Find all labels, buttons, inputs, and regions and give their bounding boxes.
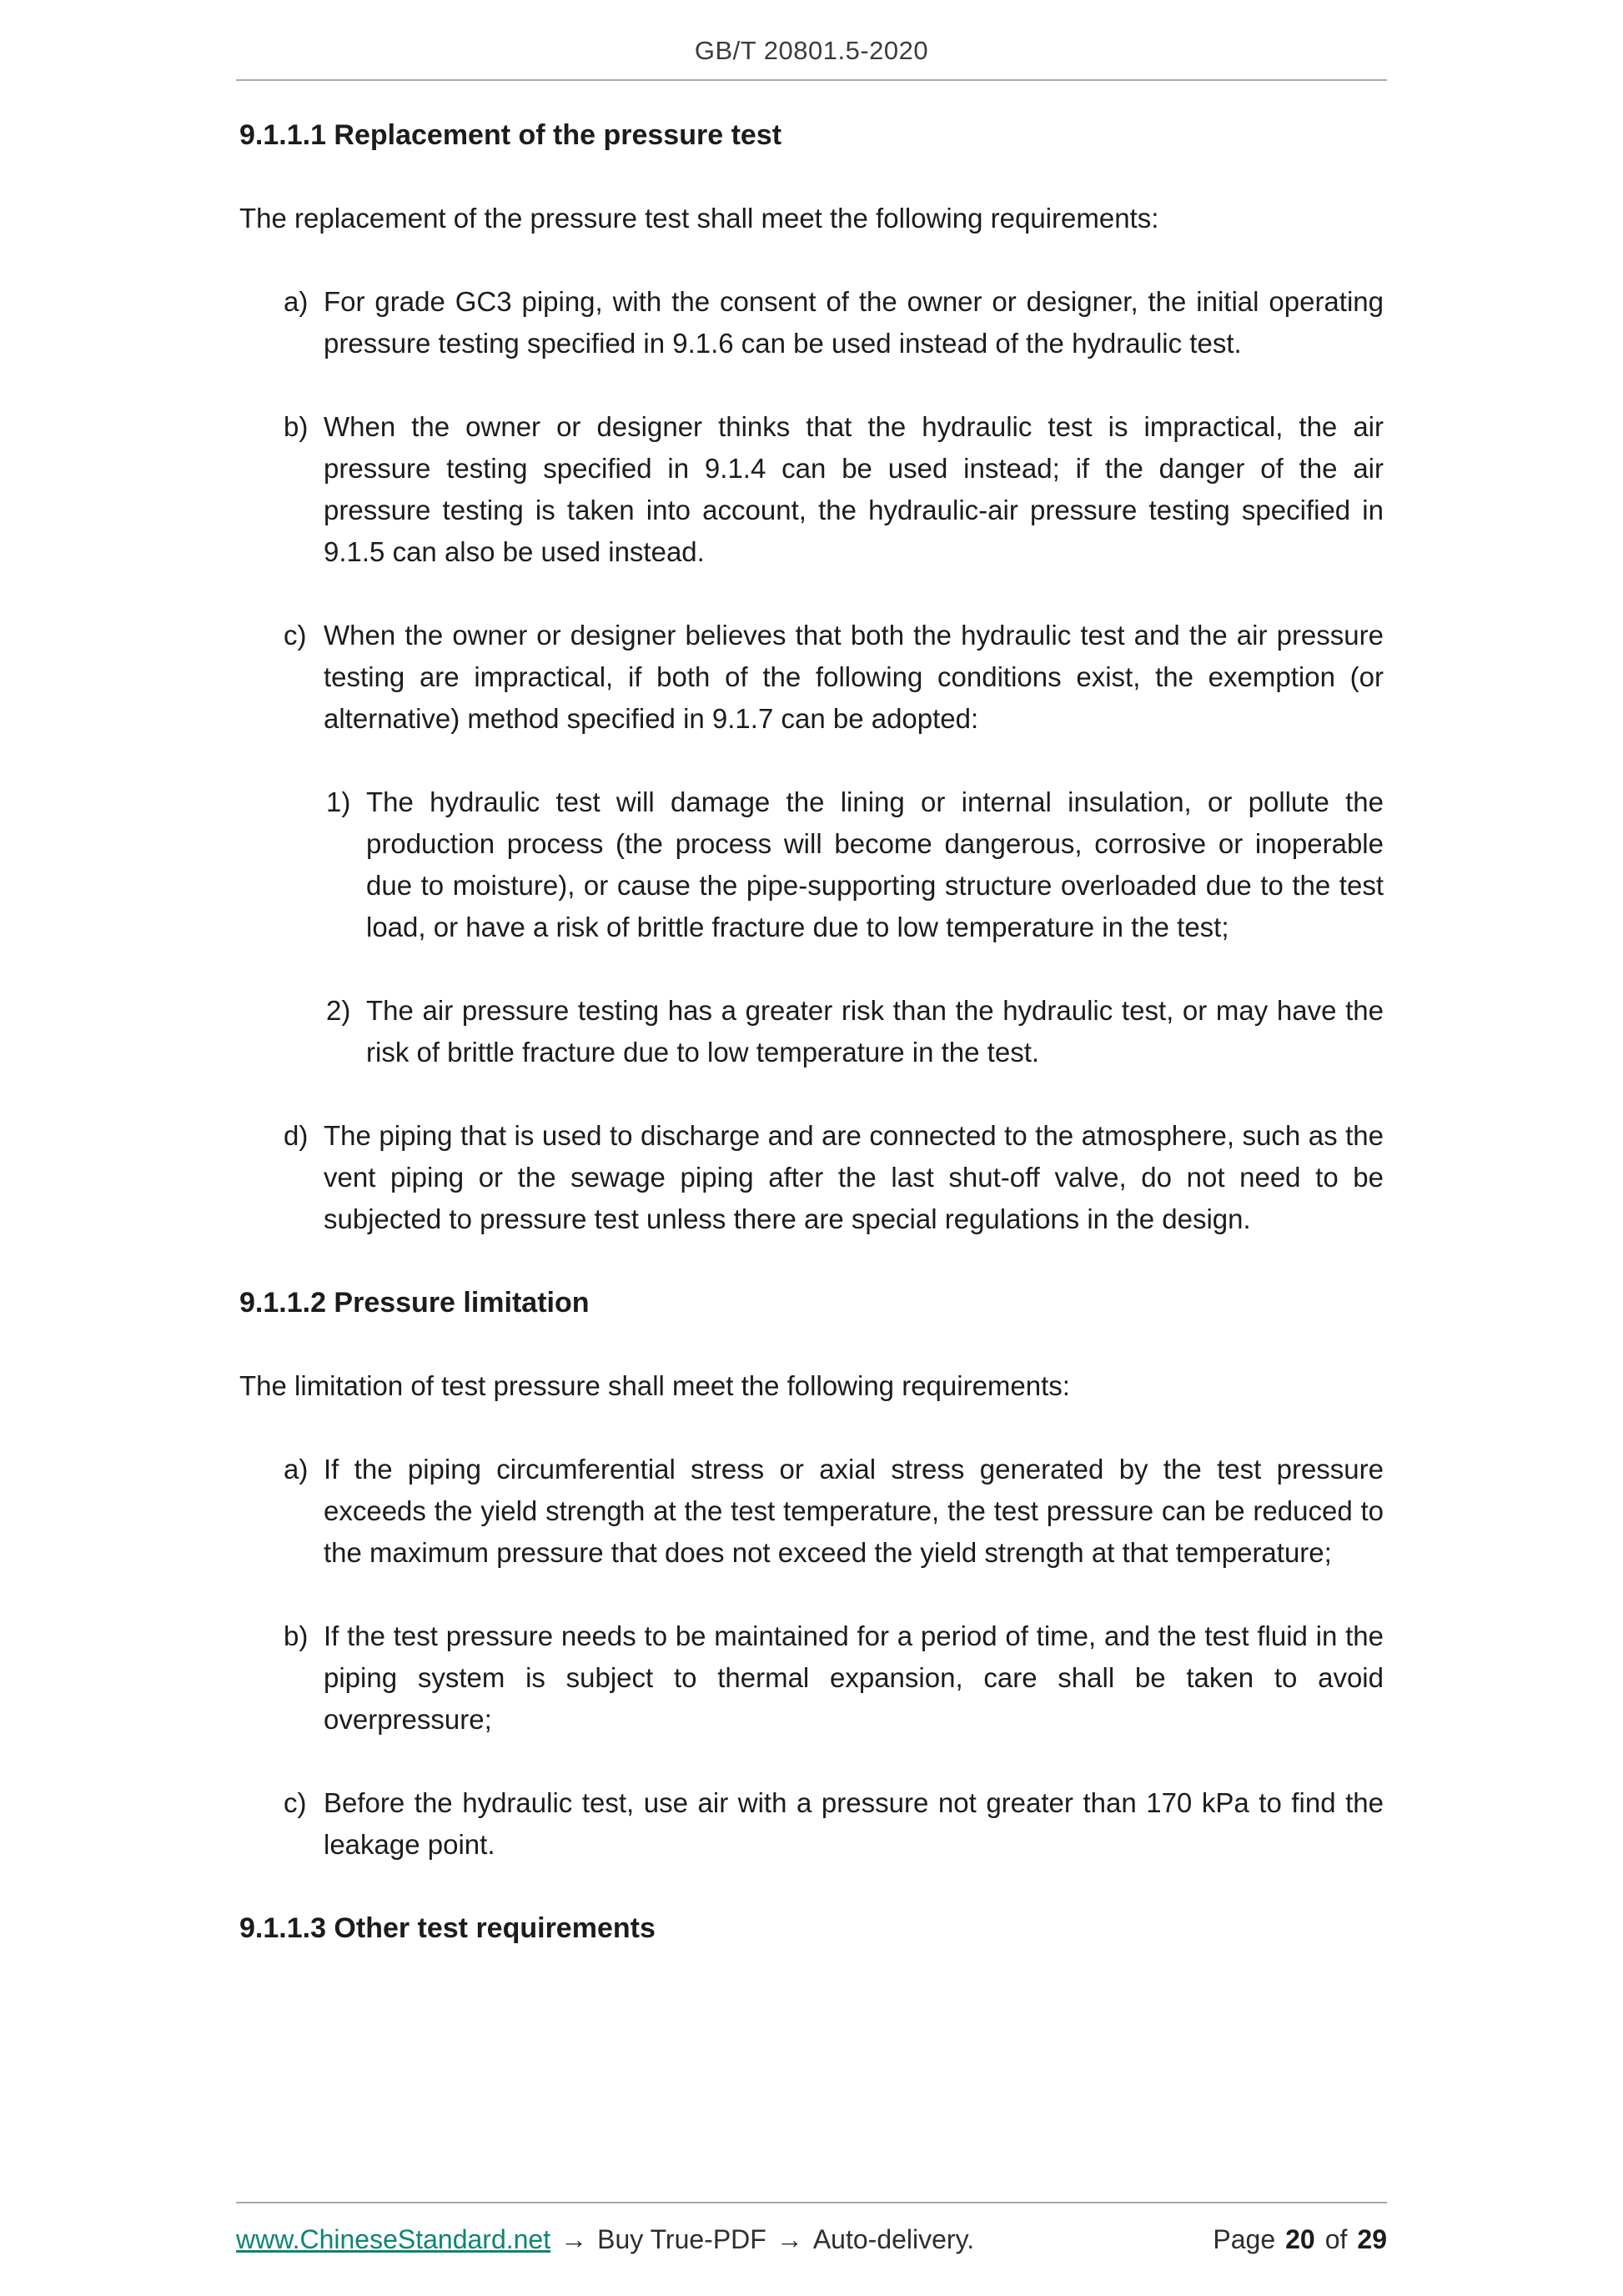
list2-item-c — [284, 1782, 1384, 1866]
list2-item-a — [284, 1449, 1384, 1574]
heading-9-1-1-1: 9.1.1.1 Replacement of the pressure test — [239, 119, 782, 151]
page-indicator — [1213, 2223, 1387, 2255]
arrow-right-icon: → — [560, 2224, 588, 2254]
page-current: 20 — [1285, 2224, 1315, 2254]
page-body — [0, 81, 1623, 1949]
page-footer — [236, 2202, 1387, 2296]
list-item-text: When the owner or designer thinks that the hydraulic test is impractical, the air pressure testing specified in 9.1.4 can be used instead; if the danger of the air pressure testing is taken into account, the hydraulic-air pressure testing specified in 9.1.5 can also be used instead. — [324, 411, 1384, 567]
list-item-label: c) — [284, 620, 307, 651]
list2-item-b — [284, 1615, 1384, 1741]
arrow-right-icon: → — [776, 2224, 803, 2254]
sublist-item-2 — [326, 990, 1384, 1073]
intro-paragraph-1: The replacement of the pressure test shall meet the following requirements: — [239, 203, 1159, 234]
document-code: GB/T 20801.5-2020 — [694, 36, 929, 65]
page-total: 29 — [1357, 2224, 1387, 2254]
auto-delivery-label: Auto-delivery. — [812, 2224, 975, 2254]
list-item-text: When the owner or designer believes that both the hydraulic test and the air pressure testing are impractical, if both of the following conditions exist, the exemption (or alternative) method specified in 9.1.7 can be adopted: — [324, 620, 1384, 734]
list-item-label: b) — [284, 1620, 309, 1651]
list-item-text: If the piping circumferential stress or axial stress generated by the test pressure exceeds the yield strength at the test temperature, the test pressure can be reduced to the maximum pressure that does not exceed the yield strength at that temperature; — [324, 1454, 1384, 1568]
list-item-label: 2) — [326, 995, 351, 1026]
list-item-text: The hydraulic test will damage the lining or internal insulation, or pollute the production process (the process will become dangerous, corrosive or inoperable due to moisture), or cause the pipe-supporting structure overloaded due to the test load, or have a risk of brittle fracture due to low temperature in the test; — [366, 786, 1384, 942]
list-item-label: a) — [284, 286, 309, 317]
sublist-item-1 — [326, 781, 1384, 948]
footer-source-line — [236, 2223, 974, 2255]
list-item-label: b) — [284, 411, 309, 442]
buy-true-pdf-label: Buy True-PDF — [597, 2224, 766, 2254]
page-label: Page — [1213, 2224, 1276, 2254]
site-link[interactable]: www.ChineseStandard.net — [236, 2224, 551, 2254]
list-item-d — [284, 1115, 1384, 1240]
heading-9-1-1-3: 9.1.1.3 Other test requirements — [239, 1912, 656, 1944]
list-item-label: a) — [284, 1454, 309, 1485]
heading-9-1-1-2: 9.1.1.2 Pressure limitation — [239, 1287, 590, 1319]
list-item-label: c) — [284, 1787, 307, 1818]
list-item-label: 1) — [326, 786, 351, 817]
list-item-text: If the test pressure needs to be maintained for a period of time, and the test fluid in the piping system is subject to thermal expansion, care shall be taken to avoid overpressure; — [324, 1620, 1384, 1735]
list-item-text: For grade GC3 piping, with the consent of the owner or designer, the initial operating pressure testing specified in 9.1.6 can be used instead of the hydraulic test. — [324, 286, 1384, 359]
intro-paragraph-2: The limitation of test pressure shall meet the following requirements: — [239, 1370, 1070, 1401]
list-item-c — [284, 615, 1384, 740]
list-item-a — [284, 281, 1384, 364]
list-item-b — [284, 406, 1384, 573]
of-label: of — [1324, 2224, 1348, 2254]
page-header — [236, 0, 1387, 81]
list-item-text: Before the hydraulic test, use air with a pressure not greater than 170 kPa to find the leakage point. — [324, 1787, 1384, 1860]
list-item-text: The piping that is used to discharge and are connected to the atmosphere, such as the vent piping or the sewage piping after the last shut-off valve, do not need to be subjected to pressure test unless there are special regulations in the design. — [324, 1120, 1384, 1234]
list-item-text: The air pressure testing has a greater risk than the hydraulic test, or may have the risk of brittle fracture due to low temperature in the test. — [366, 995, 1384, 1068]
list-item-label: d) — [284, 1120, 309, 1151]
